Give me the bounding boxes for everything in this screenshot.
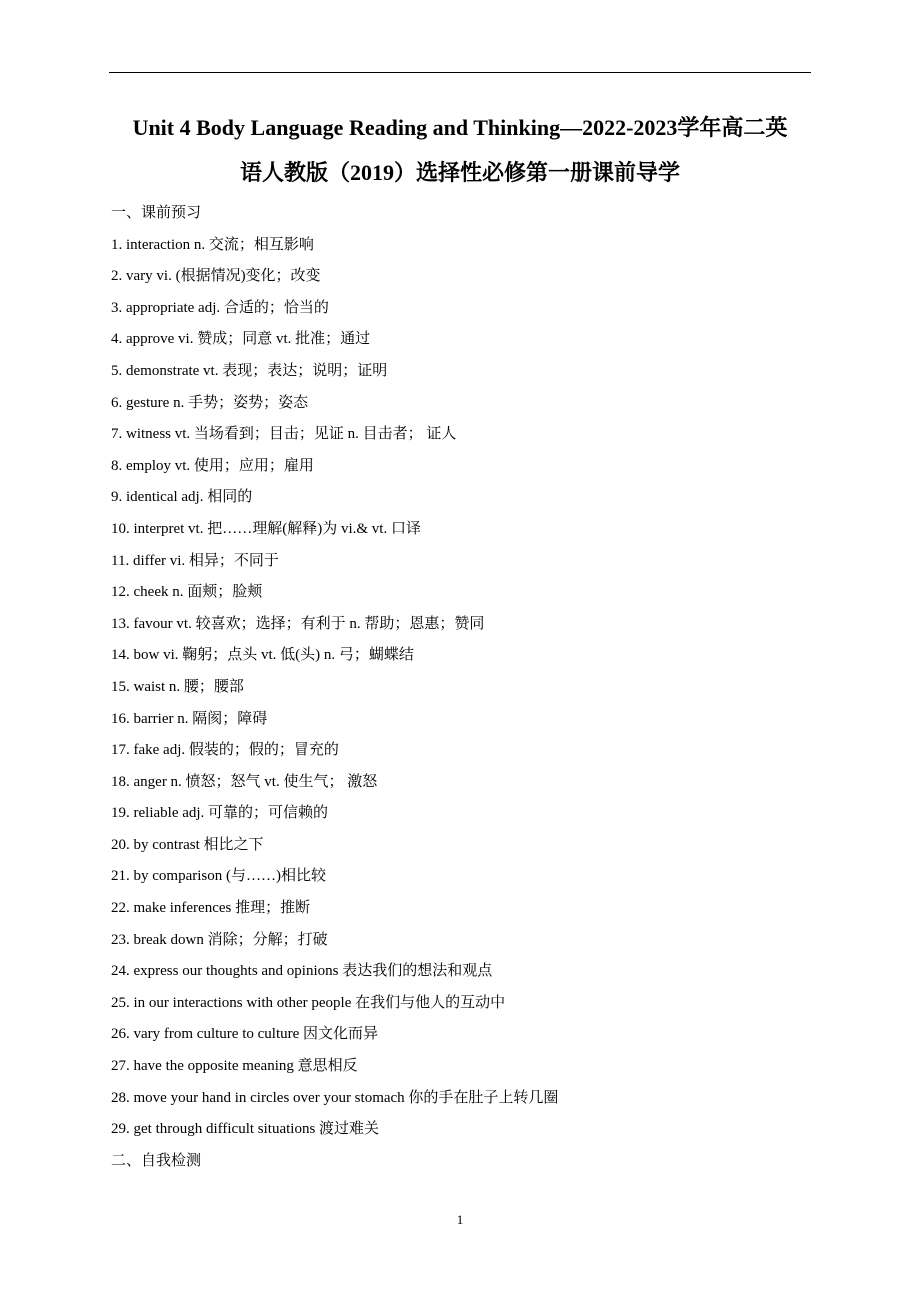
vocabulary-item: 6. gesture n. 手势；姿势；姿态 — [111, 394, 309, 411]
vocabulary-item: 9. identical adj. 相同的 — [111, 489, 253, 506]
vocabulary-item: 14. bow vi. 鞠躬；点头 vt. 低(头) n. 弓；蝴蝶结 — [111, 647, 414, 664]
vocabulary-item: 4. approve vi. 赞成；同意 vt. 批准；通过 — [111, 331, 371, 348]
page-number: 1 — [456, 1212, 464, 1227]
vocabulary-item: 10. interpret vt. 把……理解(解释)为 vi.& vt. 口译 — [111, 520, 421, 537]
vocabulary-item: 13. favour vt. 较喜欢；选择；有利于 n. 帮助；恩惠；赞同 — [111, 615, 485, 632]
section-heading-self-check: 二、自我检测 — [111, 1152, 202, 1169]
vocabulary-item: 15. waist n. 腰；腰部 — [111, 678, 244, 695]
vocabulary-item: 5. demonstrate vt. 表现；表达；说明；证明 — [111, 362, 388, 379]
vocabulary-item: 21. by comparison (与……)相比较 — [111, 868, 326, 885]
vocabulary-item: 3. appropriate adj. 合适的；恰当的 — [111, 299, 329, 316]
vocabulary-item: 1. interaction n. 交流；相互影响 — [111, 236, 314, 253]
vocabulary-item: 16. barrier n. 隔阂；障碍 — [111, 710, 268, 727]
vocabulary-item: 19. reliable adj. 可靠的；可信赖的 — [111, 805, 329, 822]
vocabulary-item: 28. move your hand in circles over your stomach 你的手在肚子上转几圈 — [111, 1089, 559, 1106]
document-title-line-1: Unit 4 Body Language Reading and Thinking—2022-2023学年高二英 — [132, 115, 788, 140]
vocabulary-item: 24. express our thoughts and opinions 表达我们的想法和观点 — [111, 963, 493, 980]
vocabulary-item: 12. cheek n. 面颊；脸颊 — [111, 584, 263, 601]
section-heading-preview: 一、课前预习 — [111, 205, 202, 221]
vocabulary-item: 11. differ vi. 相异；不同于 — [111, 552, 279, 569]
header-rule — [109, 72, 811, 73]
vocabulary-item: 22. make inferences 推理；推断 — [111, 900, 311, 917]
vocabulary-item: 20. by contrast 相比之下 — [111, 836, 264, 853]
vocabulary-item: 29. get through difficult situations 渡过难关 — [111, 1121, 380, 1138]
vocabulary-item: 23. break down 消除；分解；打破 — [111, 931, 328, 948]
vocabulary-item: 17. fake adj. 假装的；假的；冒充的 — [111, 742, 339, 759]
vocabulary-item: 7. witness vt. 当场看到；目击；见证 n. 目击者； 证人 — [111, 426, 457, 443]
vocabulary-list — [111, 198, 811, 1177]
vocabulary-item: 26. vary from culture to culture 因文化而异 — [111, 1026, 379, 1043]
vocabulary-item: 18. anger n. 愤怒；怒气 vt. 使生气； 激怒 — [111, 773, 378, 790]
document-title-line-2: 语人教版（2019）选择性必修第一册课前导学 — [239, 160, 680, 185]
vocabulary-item: 27. have the opposite meaning 意思相反 — [111, 1058, 358, 1075]
vocabulary-item: 2. vary vi. (根据情况)变化；改变 — [111, 268, 321, 285]
vocabulary-item: 8. employ vt. 使用；应用；雇用 — [111, 457, 314, 474]
vocabulary-item: 25. in our interactions with other people 在我们与他人的互动中 — [111, 994, 506, 1011]
